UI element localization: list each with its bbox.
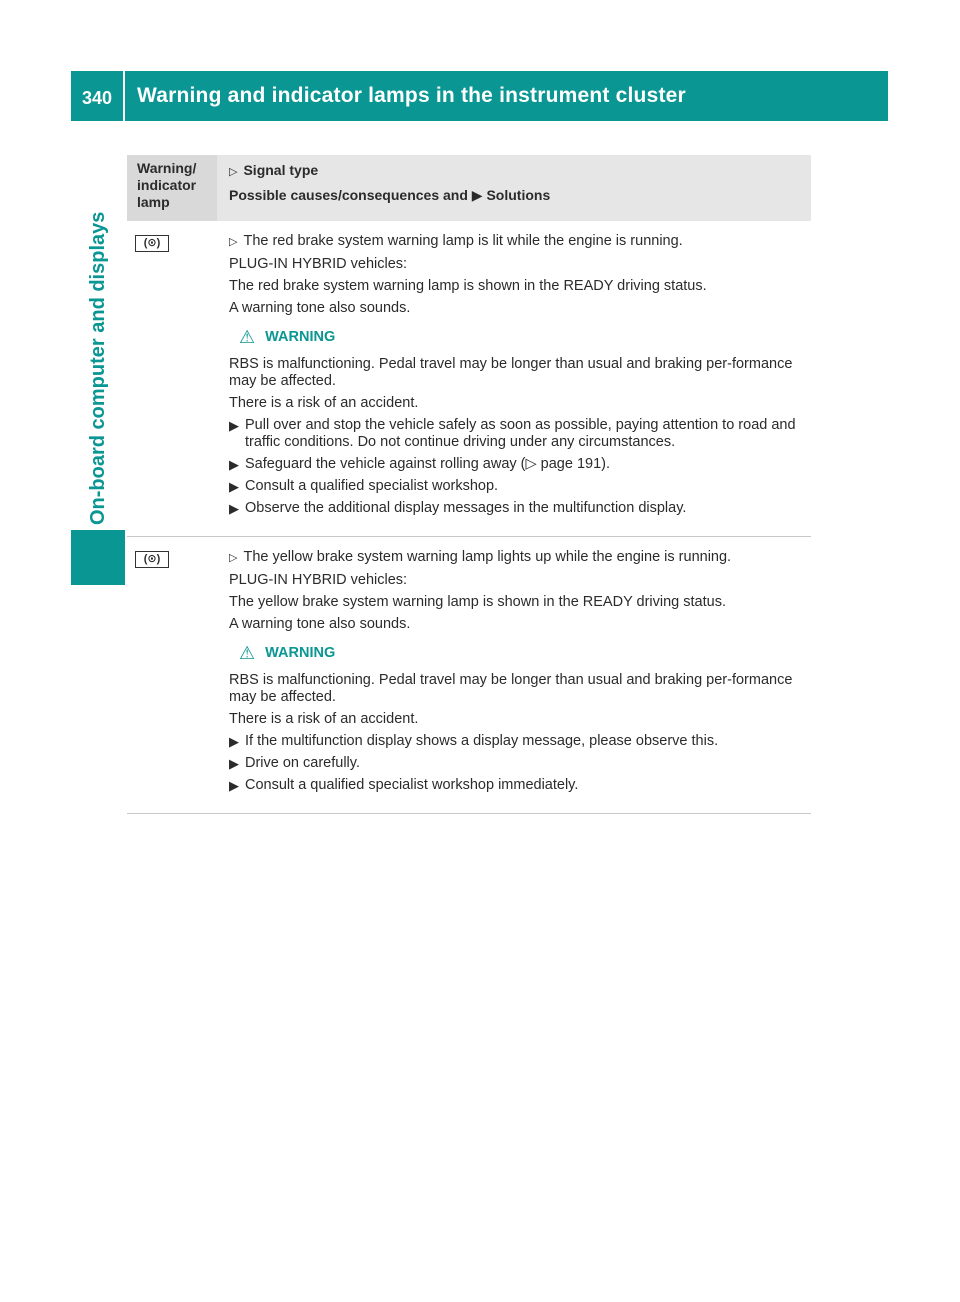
warning-lamp-table <box>127 155 811 814</box>
page-number: 340 <box>71 71 125 121</box>
triangle-right-icon: ▷ <box>229 236 238 248</box>
table-row: (⊙) ▷ The red brake system warning lamp is lit while the engine is running. PLUG-IN HYBRID vehicles: The red brake system warning lamp is shown in the READY driving status. A warning tone also sounds. ⚠ WARNING RBS is malfunctioning. Pedal travel may be longer than usual and braking per-formance may be affected. There is a risk of an accident. ▶ Pull over and stop the vehicle safely as soon as possible, paying attention to road and traffic conditions. Do not continue driving under any circumstances. ▶ Safeguard the vehicle against rolling away (▷ page 191). ▶ Consult a qualified specialist workshop. ▶ Observe the additional display messages in the multifunction display. <box>127 221 811 537</box>
arrow-icon: ▶ <box>471 187 483 203</box>
brake-warning-lamp-icon: (⊙) <box>135 235 169 252</box>
triangle-right-icon: ▷ <box>229 166 238 178</box>
arrow-icon: ▶ <box>229 418 239 433</box>
warning-notice: ⚠ WARNING <box>239 327 336 347</box>
list-item: ▶ Consult a qualified specialist workshop immediately. <box>229 777 579 793</box>
arrow-icon: ▶ <box>229 778 239 793</box>
section-marker <box>71 530 125 585</box>
arrow-icon: ▶ <box>229 501 239 516</box>
list-item: ▶ Pull over and stop the vehicle safely as soon as possible, paying attention to road and traffic conditions. Do not continue driving under any circumstances. <box>229 417 796 450</box>
arrow-icon: ▶ <box>229 457 239 472</box>
arrow-icon: ▶ <box>229 479 239 494</box>
list-item: ▶ Safeguard the vehicle against rolling away (▷ page 191). <box>229 456 611 472</box>
table-header <box>127 155 811 221</box>
section-tab <box>71 133 125 585</box>
list-item: ▶ Observe the additional display messages in the multifunction display. <box>229 500 687 516</box>
arrow-icon: ▶ <box>229 756 239 771</box>
warning-triangle-icon: ⚠ <box>239 643 256 663</box>
page-header <box>71 71 888 121</box>
triangle-right-icon: ▷ <box>229 552 238 564</box>
list-item: ▶ Drive on carefully. <box>229 755 360 771</box>
section-label: On-board computer and displays <box>86 211 109 525</box>
warning-notice: ⚠ WARNING <box>239 643 336 663</box>
table-row: (⊙) ▷ The yellow brake system warning lamp lights up while the engine is running. PLUG-IN HYBRID vehicles: The yellow brake system warning lamp is shown in the READY driving status. A warning tone also sounds. ⚠ WARNING RBS is malfunctioning. Pedal travel may be longer than usual and braking per-formance may be affected. There is a risk of an accident. ▶ If the multifunction display shows a display message, please observe this. ▶ Drive on carefully. ▶ Consult a qualified specialist workshop immediately. <box>127 537 811 814</box>
arrow-icon: ▶ <box>229 734 239 749</box>
brake-warning-lamp-icon: (⊙) <box>135 551 169 568</box>
lamp-column-header: Warning/ indicator lamp <box>127 155 217 221</box>
warning-triangle-icon: ⚠ <box>239 327 256 347</box>
signal-column-header: ▷ Signal type Possible causes/consequences and ▶ Solutions <box>229 162 551 203</box>
list-item: ▶ If the multifunction display shows a display message, please observe this. <box>229 733 719 749</box>
list-item: ▶ Consult a qualified specialist workshop. <box>229 478 499 494</box>
page-title: Warning and indicator lamps in the instrument cluster <box>137 84 686 107</box>
